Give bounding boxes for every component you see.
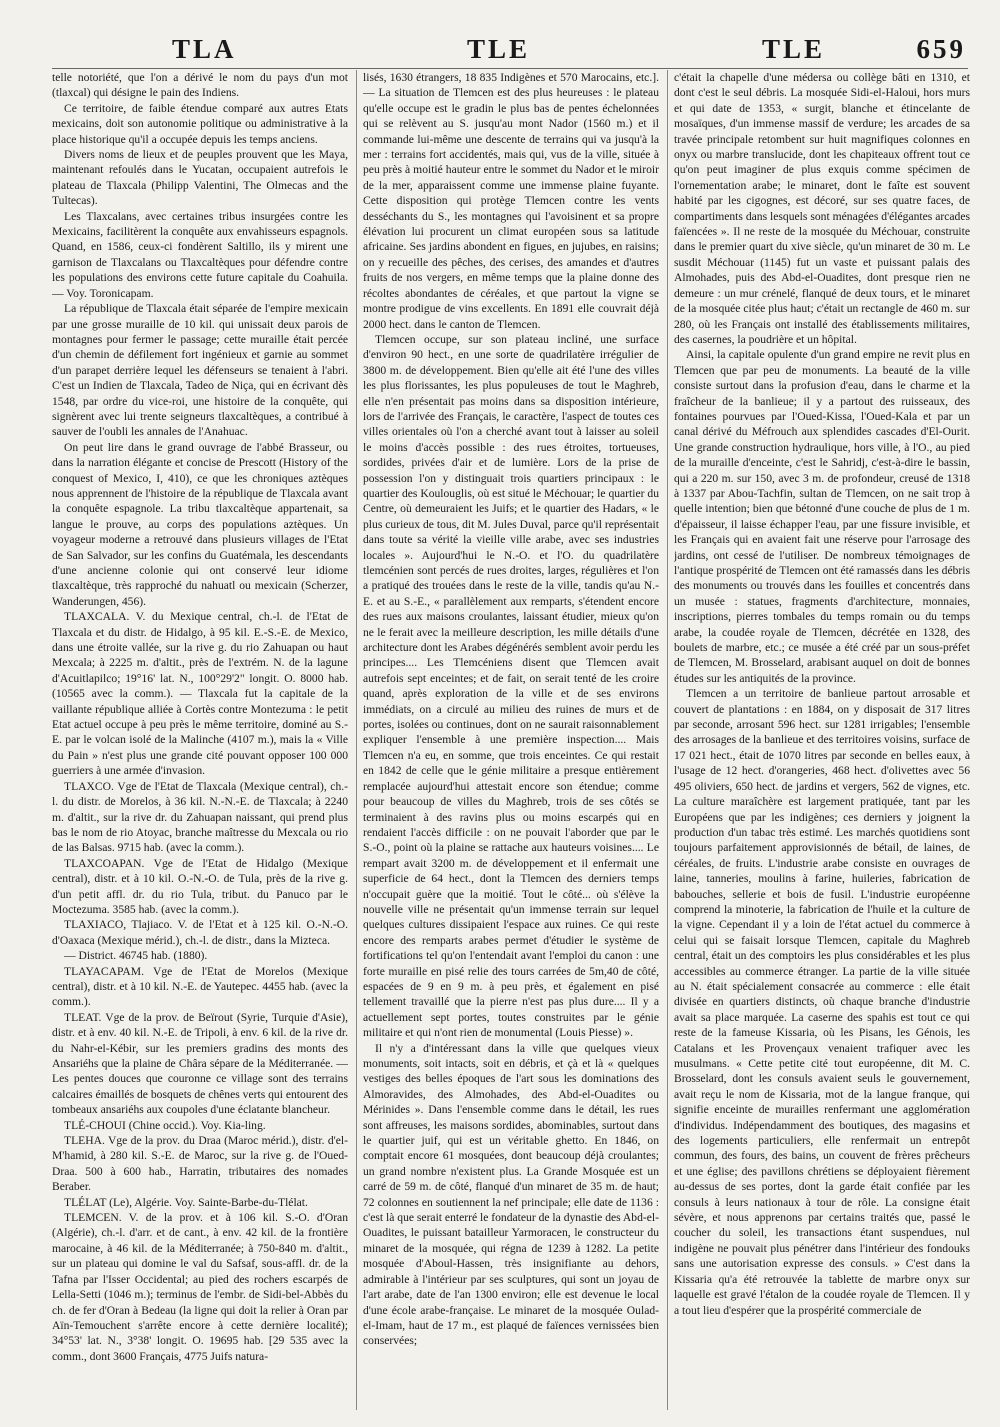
paragraph: Ce territoire, de faible étendue comparé aux autres Etats mexicains, doit son autonomie politique ou administrative à la place historique qu'il a occupée depuis les temps anciens. bbox=[52, 101, 348, 146]
paragraph: telle notoriété, que l'on a dérivé le nom du pays d'un mot (tlaxcal) qui désigne le pain des Indiens. bbox=[52, 71, 348, 100]
header-rule bbox=[52, 68, 968, 69]
paragraph: — District. 46745 hab. (1880). bbox=[64, 949, 208, 963]
column-divider bbox=[356, 70, 357, 1410]
paragraph: Tlemcen occupe, sur son plateau incliné, une surface d'environ 90 hect., en une sorte de quadrilatère irrégulier de 3800 m. de développement. Bien qu'elle ait été l'une des villes les plus florissantes, les plus populeuses de tout le Maghreb, elle n'en présentait pas moins dans sa disposition intérieure, lors de l'arrivée des Français, le caractère, l'aspect de toutes ces villes orientales où l'on a cherché avant tout à laisser au soleil le moins d'accès possible : des rues étroites, tortueuses, sordides, privées d'air et de lumière. Lors de la prise de possession l'on y distinguait trois quartiers principaux : le quartier des Koulouglis, où est situé le Méchouar; le quartier du Centre, où demeuraient les Juifs; et le quartier des Hadars, « le plus curieux de tous, dit M. Jules Duval, parce qu'il représentait dans toute sa vérité la vieille ville arabe, avec ses industries locales ». Aujourd'hui le N.-O. et l'O. du quadrilatère tlemcénien sont percés de rues droites, larges, régulières et l'on a pratiqué des trouées dans le reste de la ville, tandis qu'au N.-E. et au S.-E., « parallèlement aux remparts, s'étendent encore des rues aux maisons croulantes, laissant étudier, mieux qu'on ne le ferait avec la meilleure description, les mille détails d'une architecture dont les Arabes dégénérés semblent avoir perdu les principes.... Les Tlemcéniens disent que Tlemcen avait autrefois sept enceintes; et de fait, on serait tenté de les croire quand, après exploration de la ville et de ses environs immédiats, on a circulé au milieu des ruines de murs et de portes, isolées ou continues, dont on ne saurait raisonnablement expliquer l'ensemble à une première inspection.... Mais Tlemcen n'a eu, en somme, que trois enceintes. Ce qui restait en 1842 de celle que le génie militaire a presque entièrement remplacée aujourd'hui attestait encore son étendue; comme pour beaucoup de villes du Maghreb, trois de ses côtés se terminaient à des ravins plus ou moins escarpés qui en rendaient l'accès difficile : on ne pouvait l'aborder que par le S.-O., point où la plaine se rattache aux hauteurs voisines.... Le rempart avait 3200 m. de développement et il enfermait une superficie de 64 hect., dont la Tlemcen des derniers temps n'occupait guère que la moitié. Tout le côté... où s'élève la nouvelle ville ne présentait qu'un immense terrain sur lequel quelques cultures dissipaient l'espace aux ruines. Ce qui reste encore des remparts arabes permet d'étudier le système de fortifications tel qu'on l'entendait avant l'emploi du canon : une forte muraille en pisé relie des tours carrées de 5m,40 de côté, espacées de 9 en 9 m. à peu près, et également en pisé tellement travaillé que la pierre n'est pas plus dure.... Il y a actuellement sept portes, toutes construites par le génie militaire et qui n'ont rien de monumental (Louis Piesse) ». bbox=[363, 332, 659, 1040]
text-columns bbox=[52, 70, 970, 1410]
paragraph: TLAXCALA. V. du Mexique central, ch.-l. de l'Etat de Tlaxcala et du distr. de Hidalgo, à 95 kil. E.-S.-E. de Mexico, dans une étroite vallée, sur la rive g. du rio Zahuapan ou haut Mexcala; à 2225 m. d'altit., près de l'extrém. N. de la lagune d'Acuitlapilco; 19°16' lat. N., 100°29'2" longit. O. 8000 hab. (10565 avec la comm.). — Tlaxcala fut la capitale de la vaillante république alliée à Cortès contre Montezuma : le petit Etat actuel occupe à peu près le même territoire, dominé au S.-E. par le volcan isolé de la Malinche (4107 m.), mais la « Ville du Pain » n'est plus une grande cité pouvant opposer 100 000 guerriers à une armée d'invasion. bbox=[52, 610, 348, 778]
paragraph: TLEHA. Vge de la prov. du Draa (Maroc mérid.), distr. d'el-M'hamid, à 280 kil. S.-E. de Maroc, sur la rive g. de l'Oued-Draa. 500 à 600 hab., Harratin, tributaires des nomades Beraber. bbox=[52, 1134, 348, 1194]
page-number: 659 bbox=[916, 34, 966, 64]
header-right-word: TLE bbox=[762, 34, 826, 64]
paragraph: TLAXCO. Vge de l'Etat de Tlaxcala (Mexique central), ch.-l. du distr. de Morelos, à 36 kil. N.-N.-E. de Tlaxcala; à 2240 m. d'altit., sur la rive dr. du Zahuapan naissant, qui prend plus bas le nom de rio Atoyac, branche maîtresse du Mexcala ou rio de las Balsas. 9715 hab. (avec la comm.). bbox=[52, 779, 348, 855]
paragraph: TLAXIACO, Tlajiaco. V. de l'Etat et à 125 kil. O.-N.-O. d'Oaxaca (Mexique mérid.), ch.-l. de distr., dans la Mizteca. bbox=[52, 918, 348, 947]
running-header bbox=[30, 34, 970, 66]
paragraph: Il n'y a d'intéressant dans la ville que quelques vieux monuments, soit intacts, soit en débris, et çà et là « quelques vestiges des belles époques de l'art sous les dominations des Almoravides, des Almohades, des Abd-el-Ouadites ou Mérinides ». Dans l'ensemble comme dans le détail, les rues sont affreuses, les maisons sordides, abominables, surtout dans le quartier juif, qui est un véritable ghetto. En 1846, on comptait encore 61 mosquées, dont beaucoup déjà croulantes; un grand nombre n'existent plus. La Grande Mosquée est un carré de 59 m. de côté, flanqué d'un minaret de 35 m. de haut; 72 colonnes en soutiennent la nef principale; elle date de 1136 : c'est là que serait enterré le fondateur de la dynastie des Abd-el-Ouadites, le puissant batailleur Yarmoracen, le constructeur du minaret de la mosquée, qui régna de 1239 à 1282. La petite mosquée d'Aboul-Hassen, très insignifiante au dehors, admirable à l'intérieur par ses sculptures, qui sont un joyau de l'art arabe, date de l'an 1300 environ; elle est devenue le local d'une école arabe-française. Le minaret de la mosquée Oulad-el-Imam, haut de 17 m., est plaqué de faïences vernissées bien conservées; bbox=[363, 1041, 659, 1348]
paragraph: La république de Tlaxcala était séparée de l'empire mexicain par une grosse muraille de 10 kil. qui unissait deux parois de montagnes pour fermer le passage; cette muraille était percée d'un chemin de défilement fort ingénieux et garnie au sommet d'un parapet derrière lequel les défenseurs se tenaient à l'abri. C'est un Indien de Tlaxcala, Tadeo de Niça, qui en écrivant dès 1548, par ordre du vice-roi, une histoire de la conquête, qui signèrent avec lui trente seigneurs tlaxcaltèques, a contribué à sauver de l'oubli les annales de l'Anahuac. bbox=[52, 302, 348, 439]
column-1 bbox=[52, 70, 348, 1410]
column-3 bbox=[674, 70, 970, 1410]
column-divider bbox=[667, 70, 668, 1410]
paragraph: TLAXCOAPAN. Vge de l'Etat de Hidalgo (Mexique central), distr. et à 10 kil. O.-N.-O. de Tula, près de la rive g. d'un petit affl. dr. du rio Tula, tribut. du Panuco par le Moctezuma. 3585 hab. (avec la comm.). bbox=[52, 856, 348, 916]
paragraph: Divers noms de lieux et de peuples prouvent que les Maya, maintenant refoulés dans le Yucatan, occupaient autrefois le plateau de Tlaxcala (Philipp Valentini, The Olmecas and the Tultecas). bbox=[52, 148, 348, 208]
paragraph: c'était la chapelle d'une médersa ou collège bâti en 1310, et dont c'est le seul débris. La mosquée Sidi-el-Haloui, hors murs et qui date de 1353, « surgit, blanche et étincelante de mosaïques, d'un immense massif de verdure; les arcades de sa travée principale retombent sur huit magnifiques colonnes en onyx ou marbre translucide, dont les chapiteaux offrent tout ce qu'on peut imaginer de plus exquis comme spécimen de l'ornementation arabe; le minaret, dont le faîte est souvent habité par les cigognes, est décoré, sur ses quatre faces, de compartiments dans lesquels sont ménagées d'élégantes arcades faïencées ». Il ne reste de la mosquée du Méchouar, construite dans le premier quart du xive siècle, qu'un minaret de 30 m. Le susdit Méchouar (1145) fut un vaste et puissant palais des Almohades, puis des Abd-el-Ouadites, dont presque rien ne demeure : un mur crénelé, flanqué de deux tours, et le minaret de la mosquée citée plus haut; c'était un rectangle de 460 m. sur 280, où les Français ont installé des établissements militaires, des casernes, la poudrière et un hôpital. bbox=[674, 71, 970, 346]
paragraph: Tlemcen a un territoire de banlieue partout arrosable et couvert de plantations : en 1884, on y disposait de 317 litres par seconde, arrosant 596 hect. sur 1281 irrigables; l'ensemble des arrosages de la banlieue et des territoires voisins, surface de 17 021 hect., était de 1070 litres par seconde en belles eaux, à l'usage de 12 hect. d'orangeries, 468 hect. d'olivettes avec 56 495 oliviers, 650 hect. de jardins et vergers, 562 de vignes, etc. La culture maraîchère est largement pratiquée, tant par les Européens que par les indigènes; ces derniers y joignent la production d'un tabac très estimé. Les marchés quotidiens sont toujours parfaitement approvisionnés de bétail, de laines, de céréales, de fruits. L'industrie arabe consiste en ouvrages de laine, tanneries, moulins à farine, huileries, fabrication de babouches, sellerie et bois de fusil. L'industrie européenne comprend la minoterie, la fabrication de l'huile et la culture de la vigne. Cependant il y a loin de l'état actuel du commerce à celui qui se faisait lorsque Tlemcen, capitale du Maghreb central, était un des comptoirs les plus considérables et les plus accessibles au commerce étranger. La partie de la ville située au N. était spécialement consacrée au commerce : elle était divisée en quartiers distincts, où chaque branche d'industrie avait sa place marquée. La caserne des spahis est tout ce qui reste de la fameuse Kissaria, où les Pisans, les Génois, les Catalans et les Provençaux venaient trafiquer avec les musulmans. « Cette petite cité tout européenne, dit M. C. Brosselard, dont les consuls avaient seuls le gouvernement, avait reçu le nom de Kissaria, mot de la langue franque, qui signifie enceinte de murailles renfermant une agglomération d'individus. Indépendamment des boutiques, des magasins et des logements particuliers, elle renfermait un entrepôt commun, des fours, des bains, un couvent de frères prêcheurs et une église; des pavillons chrétiens se déployaient fièrement au-dessus de ses portes, dont la garde était confiée par les consuls à leurs nationaux à tour de rôle. La consigne était sévère, et nous apprenons par certains traités que, passé le coucher du soleil, les transactions étant suspendues, nul indigène ne pouvait plus pénétrer dans l'intérieur des fondouks sans une autorisation expresse des consuls. » C'est dans la Kissaria qu'a été retrouvée la tablette de marbre onyx sur laquelle est gravé l'étalon de la coudée royale de Tlemcen. Il y a tout lieu d'espérer que la prospérité commerciale de bbox=[674, 687, 970, 1317]
header-left-word: TLA bbox=[172, 34, 237, 64]
paragraph: Ainsi, la capitale opulente d'un grand empire ne revit plus en Tlemcen que par peu de monuments. La beauté de la ville consiste surtout dans la profusion d'eau, dans le charme et la fraîcheur de la banlieue; il y a partout des ruisseaux, des fontaines pourvues par l'Oued-Kissa, l'Oued-Kala et par un canal dérivé du Méfrouch aux splendides cascades d'El-Ourit. Une grande construction hydraulique, hors ville, à l'O., au pied de la muraille d'enceinte, c'est le Sahridj, c'est-à-dire le bassin, qui a 220 m. sur 150, avec 3 m. de profondeur, creusé de 1318 à 1337 par Abou-Tachfin, sultan de Tlemcen, on ne sait trop à quelle intention; bien que bétonné d'une couche de plus de 1 m. d'épaisseur, il laisse échapper l'eau, par une fissure invisible, et les Français qui en avaient fait une réserve pour l'arrosage des jardins, ont cessé de l'utiliser. De nombreux témoignages de l'antique prospérité de Tlemcen ont été ramassés dans les débris des monuments ou trouvés dans les fouilles et concentrés dans un musée : statues, fragments d'architecture, monnaies, inscriptions, pierres tombales du temps romain ou du temps arabe, la coudée royale de Tlemcen, décrétée en 1328, des boulets de marbre, etc.; ce musée a été créé par un sous-préfet de Tlemcen, M. Brosselard, arabisant auquel on doit de bonnes études sur les antiquités de la province. bbox=[674, 348, 970, 685]
column-2 bbox=[363, 70, 659, 1410]
header-center-word: TLE bbox=[467, 34, 531, 64]
paragraph: TLEMCEN. V. de la prov. et à 106 kil. S.-O. d'Oran (Algérie), ch.-l. d'arr. et de cant., à env. 42 kil. de la frontière marocaine, à 46 kil. de la Méditerranée; à 750-840 m. d'altit., sur un plateau qui domine le val du Safsaf, sous-affl. dr. de la Tafna par l'Isser Occidental; au pied des rochers escarpés de Lella-Setti (1046 m.); terminus de l'embr. de Sidi-bel-Abbès du ch. de fer d'Oran à Bedeau (la ligne qui doit la relier à Oran par Aïn-Temouchent s'arrête encore à cette dernière localité); 34°53' lat. N., 3°38' longit. O. 19695 hab. [29 535 avec la comm., dont 3600 Français, 4775 Juifs natura- bbox=[52, 1211, 348, 1363]
paragraph: lisés, 1630 étrangers, 18 835 Indigènes et 570 Marocains, etc.]. — La situation de Tlemcen est des plus heureuses : le plateau qu'elle occupe est le gradin le plus bas de pentes échelonnées qui se relèvent au S. jusqu'au mont Nador (1560 m.) et il commande lui-même une descente de terrains qui va jusqu'à la mer : terrains fort accidentés, mais qui, vus de la ville, située à peu près à moitié hauteur entre le sommet du Nador et le miroir de la mer, apparaissent comme une immense plaine fuyante. Cette disposition qui protège Tlemcen contre les vents desséchants du S., les montagnes qui l'avoisinent et sa propre élévation lui procurent un climat européen sous sa latitude africaine. Ses jardins abondent en figues, en jujubes, en raisins; on y recueille des pêches, des cerises, des amandes et d'autres fruits de nos vergers, en même temps que la plaine donne des récoltes abondantes de céréales, et que partout la vigne se montre prodigue de vins excellents. En 1891 elle couvrait déjà 2000 hect. dans le canton de Tlemcen. bbox=[363, 71, 659, 331]
paragraph: On peut lire dans le grand ouvrage de l'abbé Brasseur, ou dans la narration élégante et concise de Prescott (History of the conquest of Mexico, I, 410), ce que les chroniques aztèques nous apprennent de l'histoire de la république de Tlaxcala avant la conquête espagnole. La tribu tlaxcaltèque appartenait, sa langue le prouve, au corps des populations aztèques. Un voyageur moderne a retrouvé dans plusieurs villages de l'Etat de San Salvador, sur les confins du Guatémala, les descendants d'une ancienne colonie qui ont conservé leur idiome tlaxcaltèque, très rapproché du nahuatl ou mexicain (Scherzer, Wanderungen, 456). bbox=[52, 440, 348, 608]
paragraph: TLÉLAT (Le), Algérie. Voy. Sainte-Barbe-du-Tlélat. bbox=[64, 1195, 308, 1209]
paragraph: Les Tlaxcalans, avec certaines tribus insurgées contre les Mexicains, facilitèrent la conquête aux envahisseurs espagnols. Quand, en 1586, ceux-ci fondèrent Saltillo, ils y mirent une garnison de Tlaxcalans ou Tlaxcaltèques pour défendre contre les populations des environs cette future capitale du Coahuila. — Voy. Toronicapam. bbox=[52, 209, 348, 300]
paragraph: TLÉ-CHOUI (Chine occid.). Voy. Kia-ling. bbox=[64, 1118, 266, 1132]
paragraph: TLAYACAPAM. Vge de l'Etat de Morelos (Mexique central), distr. et à 10 kil. N.-E. de Yautepec. 4455 hab. (avec la comm.). bbox=[52, 964, 348, 1009]
paragraph: TLEAT. Vge de la prov. de Beïrout (Syrie, Turquie d'Asie), distr. et à env. 40 kil. N.-E. de Tripoli, à env. 6 kil. de la rive dr. du Nahr-el-Kébir, sur les premiers gradins des monts des Ansariéhs que la plaine de Châra sépare de la Méditerranée. — Les pentes douces que couronne ce village sont des terrains calcaires émaillés de bosquets de chênes verts qui entourent des tombeaux ansariéhs aux coupoles d'une éclatante blancheur. bbox=[52, 1010, 348, 1117]
